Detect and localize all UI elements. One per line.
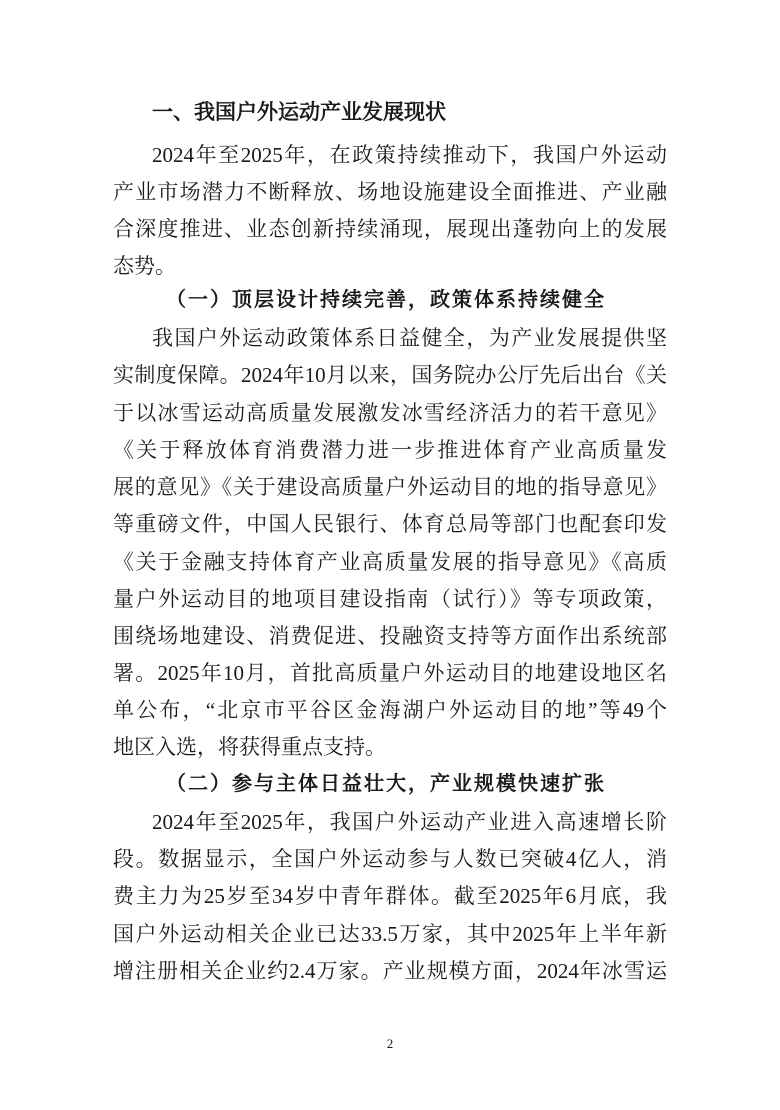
paragraph-line: 我国户外运动政策体系日益健全，为产业发展提供坚	[152, 326, 667, 350]
paragraph-line: 国户外运动相关企业已达33.5万家，其中2025年上半年新	[113, 922, 667, 946]
section-title: 一、我国户外运动产业发展现状	[152, 100, 446, 124]
paragraph-line: 单公布，“北京市平谷区金海湖户外运动目的地”等49个	[113, 698, 667, 722]
paragraph-line: 展的意见》《关于建设高质量户外运动目的地的指导意见》	[113, 475, 667, 499]
paragraph-line: 地区入选，将获得重点支持。	[113, 735, 386, 759]
paragraph-line: 等重磅文件，中国人民银行、体育总局等部门也配套印发	[113, 512, 667, 536]
page-number: 2	[386, 1036, 394, 1051]
paragraph-line: 费主力为25岁至34岁中青年群体。截至2025年6月底，我	[113, 884, 667, 908]
paragraph-line: 2024年至2025年，在政策持续推动下，我国户外运动	[152, 143, 667, 167]
paragraph-line: 产业市场潜力不断释放、场地设施建设全面推进、产业融	[113, 180, 667, 204]
paragraph-line: 量户外运动目的地项目建设指南（试行）》等专项政策，	[113, 587, 667, 611]
paragraph-line: 增注册相关企业约2.4万家。产业规模方面，2024年冰雪运	[113, 959, 667, 983]
subsection-title-2: （二）参与主体日益壮大，产业规模快速扩张	[166, 773, 606, 795]
paragraph-line: 《关于释放体育消费潜力进一步推进体育产业高质量发	[113, 438, 667, 462]
paragraph-line: 于以冰雪运动高质量发展激发冰雪经济活力的若干意见》	[113, 401, 667, 425]
subsection-title-1: （一）顶层设计持续完善，政策体系持续健全	[166, 289, 606, 311]
paragraph-line: 署。2025年10月，首批高质量户外运动目的地建设地区名	[113, 661, 667, 685]
paragraph-line: 段。数据显示，全国户外运动参与人数已突破4亿人，消	[113, 847, 667, 871]
paragraph-line: 合深度推进、业态创新持续涌现，展现出蓬勃向上的发展	[113, 217, 667, 241]
paragraph-line: 围绕场地建设、消费促进、投融资支持等方面作出系统部	[113, 624, 667, 648]
paragraph-line: 实制度保障。2024年10月以来，国务院办公厅先后出台《关	[113, 363, 667, 387]
paragraph-line: 态势。	[113, 254, 176, 278]
paragraph-line: 《关于金融支持体育产业高质量发展的指导意见》《高质	[113, 550, 667, 574]
paragraph-line: 2024年至2025年，我国户外运动产业进入高速增长阶	[152, 810, 667, 834]
